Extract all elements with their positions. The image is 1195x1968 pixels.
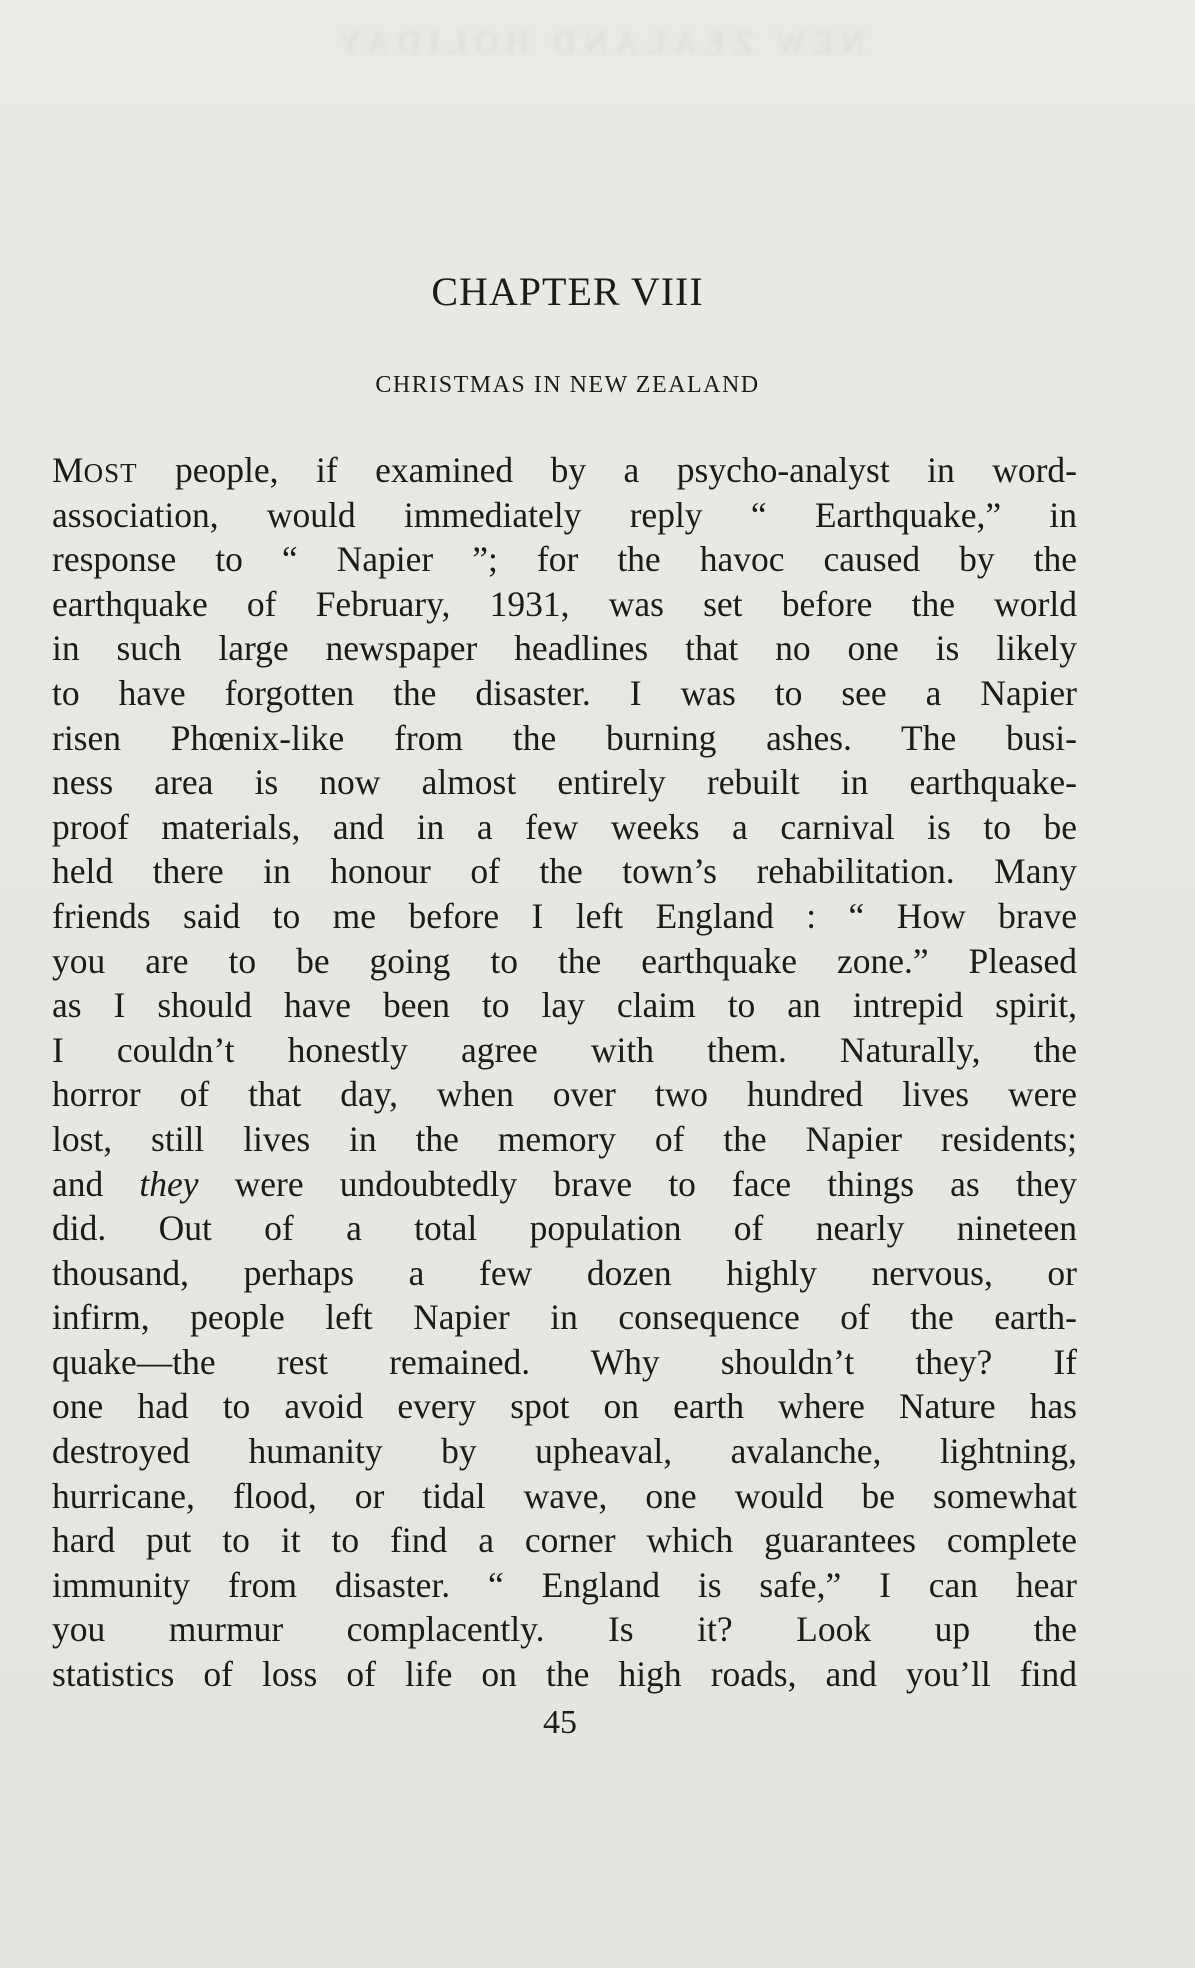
text-line: I couldn’t honestly agree with them. Naturally, the bbox=[52, 1029, 1077, 1070]
text-line: lost, still lives in the memory of the Napier residents; bbox=[52, 1118, 1077, 1159]
text-line: did. Out of a total population of nearly nineteen bbox=[52, 1208, 1077, 1249]
drop-cap: M bbox=[52, 450, 84, 490]
text-line: destroyed humanity by upheaval, avalanche, lightning, bbox=[52, 1431, 1077, 1472]
text-line: hard put to it to find a corner which guarantees complete bbox=[52, 1520, 1077, 1561]
text-line: horror of that day, when over two hundred lives were bbox=[52, 1074, 1077, 1115]
small-caps-word: OST bbox=[83, 458, 138, 488]
text-line: as I should have been to lay claim to an intrepid spirit, bbox=[52, 985, 1077, 1026]
text-line: response to “ Napier ”; for the havoc caused by the bbox=[52, 539, 1077, 580]
text-line bbox=[52, 1162, 1077, 1207]
text-line: risen Phœnix-like from the burning ashes. The busi- bbox=[52, 717, 1077, 758]
text-line: to have forgotten the disaster. I was to see a Napier bbox=[52, 672, 1077, 713]
text-line: proof materials, and in a few weeks a carnival is to be bbox=[52, 806, 1077, 847]
text-line: you are to be going to the earthquake zone.” Pleased bbox=[52, 940, 1077, 981]
chapter-subtitle: CHRISTMAS IN NEW ZEALAND bbox=[375, 372, 760, 398]
text-line: one had to avoid every spot on earth where Nature has bbox=[52, 1386, 1077, 1427]
text-line: friends said to me before I left England : “ How brave bbox=[52, 895, 1077, 936]
text-line bbox=[52, 448, 1077, 493]
text-line: ness area is now almost entirely rebuilt in earthquake- bbox=[52, 762, 1077, 803]
line-text: and bbox=[52, 1163, 140, 1204]
text-line: statistics of loss of life on the high roads, and you’ll find bbox=[52, 1654, 1077, 1695]
text-line: infirm, people left Napier in consequence of the earth- bbox=[52, 1297, 1077, 1338]
text-line: thousand, perhaps a few dozen highly nervous, or bbox=[52, 1252, 1077, 1293]
page-number: 45 bbox=[543, 1704, 577, 1741]
text-line: in such large newspaper headlines that no one is likely bbox=[52, 628, 1077, 669]
line-text: people, if examined by a psycho-analyst in word- bbox=[137, 450, 1077, 490]
text-line: you murmur complacently. Is it? Look up the bbox=[52, 1609, 1077, 1650]
text-line: quake—the rest remained. Why shouldn’t they? If bbox=[52, 1341, 1077, 1382]
italic-word: they bbox=[139, 1163, 199, 1204]
text-line: association, would immediately reply “ Earthquake,” in bbox=[52, 494, 1077, 535]
text-line: immunity from disaster. “ England is safe,” I can hear bbox=[52, 1564, 1077, 1605]
chapter-title: CHAPTER VIII bbox=[431, 269, 704, 314]
show-through-header: NEW ZEALAND HOLIDAY bbox=[330, 24, 865, 60]
line-text: were undoubtedly brave to face things as they bbox=[198, 1163, 1077, 1204]
text-line: hurricane, flood, or tidal wave, one would be somewhat bbox=[52, 1475, 1077, 1516]
body-paragraph bbox=[52, 448, 1077, 1697]
text-line: held there in honour of the town’s rehabilitation. Many bbox=[52, 851, 1077, 892]
text-line: earthquake of February, 1931, was set before the world bbox=[52, 583, 1077, 624]
